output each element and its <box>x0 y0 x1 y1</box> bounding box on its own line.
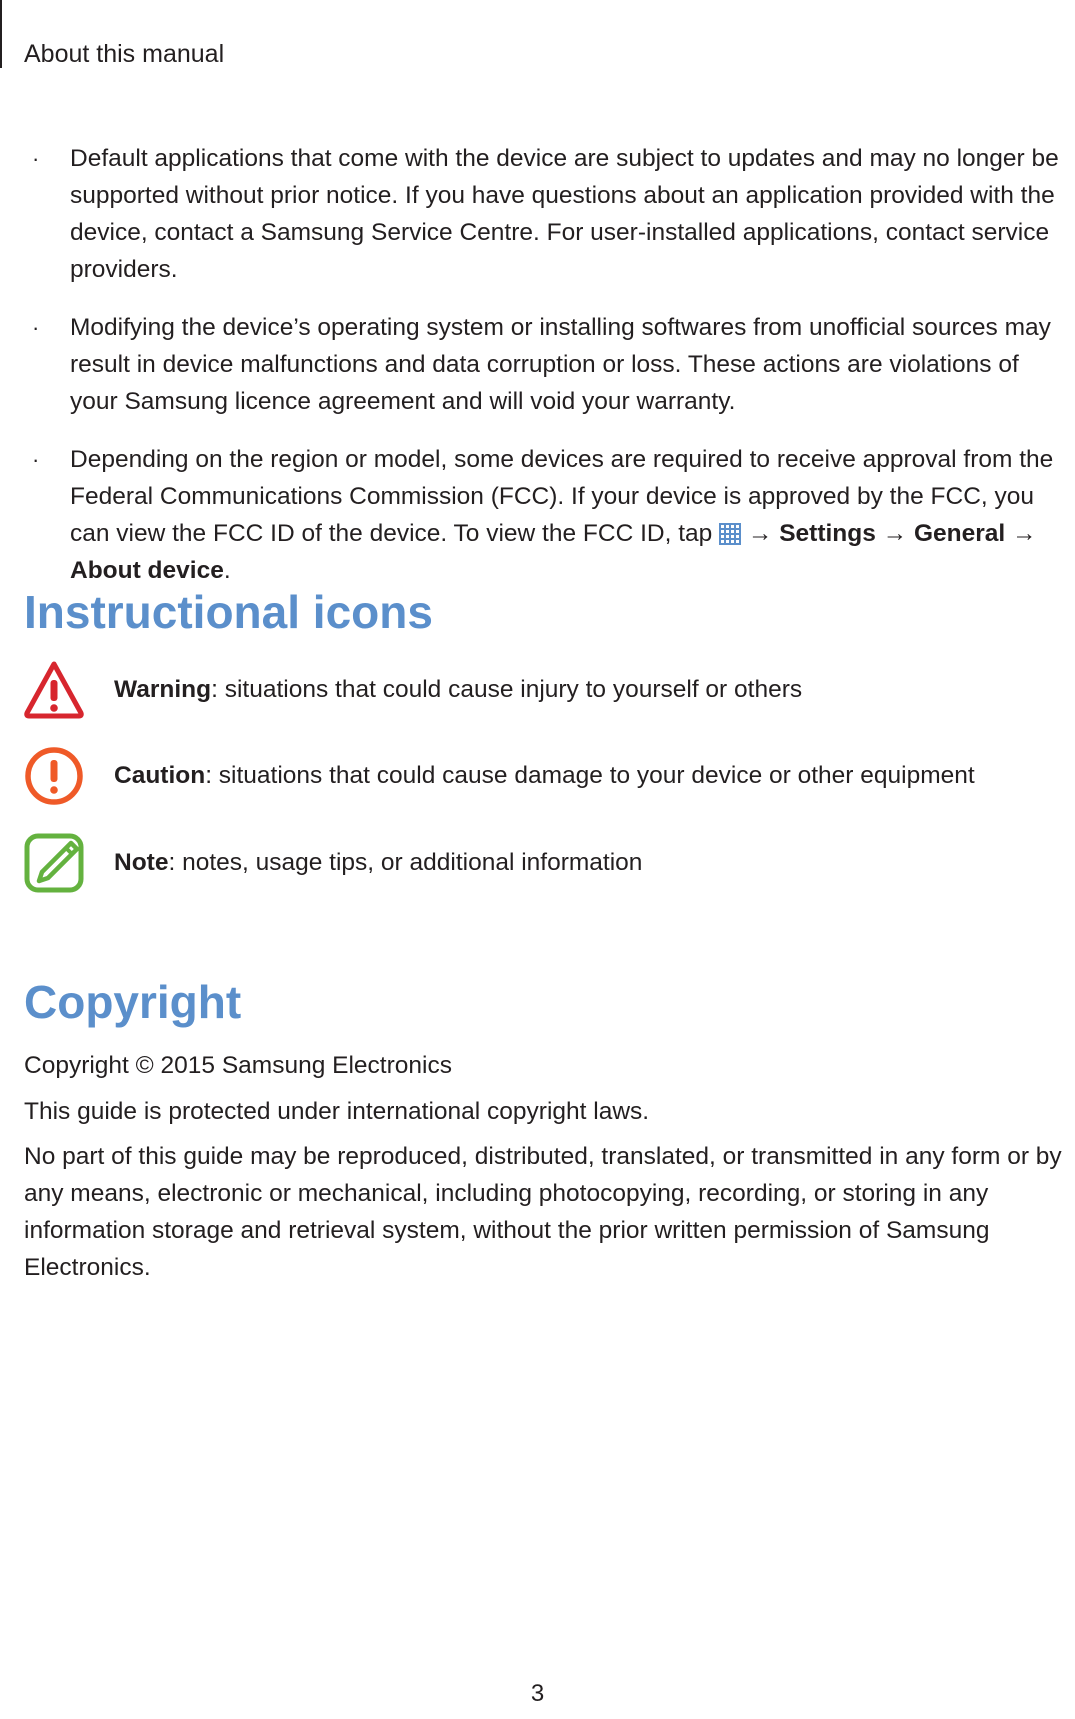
about-device-label: About device <box>70 557 224 584</box>
bullet-text: Modifying the device’s operating system or installing softwares from unofficial sources may result in device malfunctions and data corruption or loss. These actions are violations of your Samsung licence agreement and will void your warranty. <box>70 314 1051 415</box>
arrow: → <box>1012 520 1037 547</box>
warning-text: : situations that could cause injury to yourself or others <box>211 676 803 703</box>
note-text: : notes, usage tips, or additional information <box>168 849 643 876</box>
page-header: About this manual <box>24 40 225 68</box>
bullet-dot: · <box>32 447 40 472</box>
warning-row <box>24 660 803 720</box>
bullet-item <box>24 309 1059 420</box>
apps-grid-icon <box>719 519 741 541</box>
copyright-line: Copyright © 2015 Samsung Electronics <box>24 1052 452 1079</box>
caution-icon <box>24 746 84 806</box>
settings-label: Settings <box>779 520 876 547</box>
rights-paragraph: No part of this guide may be reproduced, distributed, translated, or transmitted in any form or by any means, electronic or mechanical, including photocopying, recording, or storing in any information storage and retrieval system, without the prior written permission of Samsung Electronics. <box>24 1143 1062 1281</box>
note-label: Note <box>114 849 169 876</box>
warning-icon <box>24 660 84 720</box>
caution-label: Caution <box>114 762 206 789</box>
warning-label: Warning <box>114 676 212 703</box>
bullet-item <box>24 441 1059 589</box>
general-label: General <box>913 520 1006 547</box>
bullet-text: Default applications that come with the device are subject to updates and may no longer be supported without prior notice. If you have questions about an application provided with the device, contact a Samsung Service Centre. For user-installed applications, contact service providers. <box>70 145 1059 283</box>
bullet-dot: · <box>32 315 40 340</box>
bullet-item <box>24 140 1059 288</box>
period: . <box>223 557 231 584</box>
margin-rule <box>0 0 2 68</box>
arrow: → <box>882 520 908 547</box>
arrow: → <box>747 520 773 547</box>
note-row <box>24 833 643 893</box>
note-pencil-icon <box>24 833 84 893</box>
instructional-icons-heading: Instructional icons <box>24 586 433 638</box>
page-number: 3 <box>530 1680 545 1707</box>
caution-row <box>24 746 975 806</box>
bullet-dot: · <box>32 146 40 171</box>
caution-text: : situations that could cause damage to your device or other equipment <box>205 762 975 789</box>
protection-line: This guide is protected under international copyright laws. <box>24 1098 650 1125</box>
copyright-heading: Copyright <box>24 976 242 1028</box>
bullet-list <box>24 140 1059 610</box>
bullet-text: Depending on the region or model, some devices are required to receive approval from the Federal Communications Commission (FCC). If your device is approved by the FCC, you can view the FCC ID of the device. To view the FCC ID, tap <box>70 446 1054 547</box>
